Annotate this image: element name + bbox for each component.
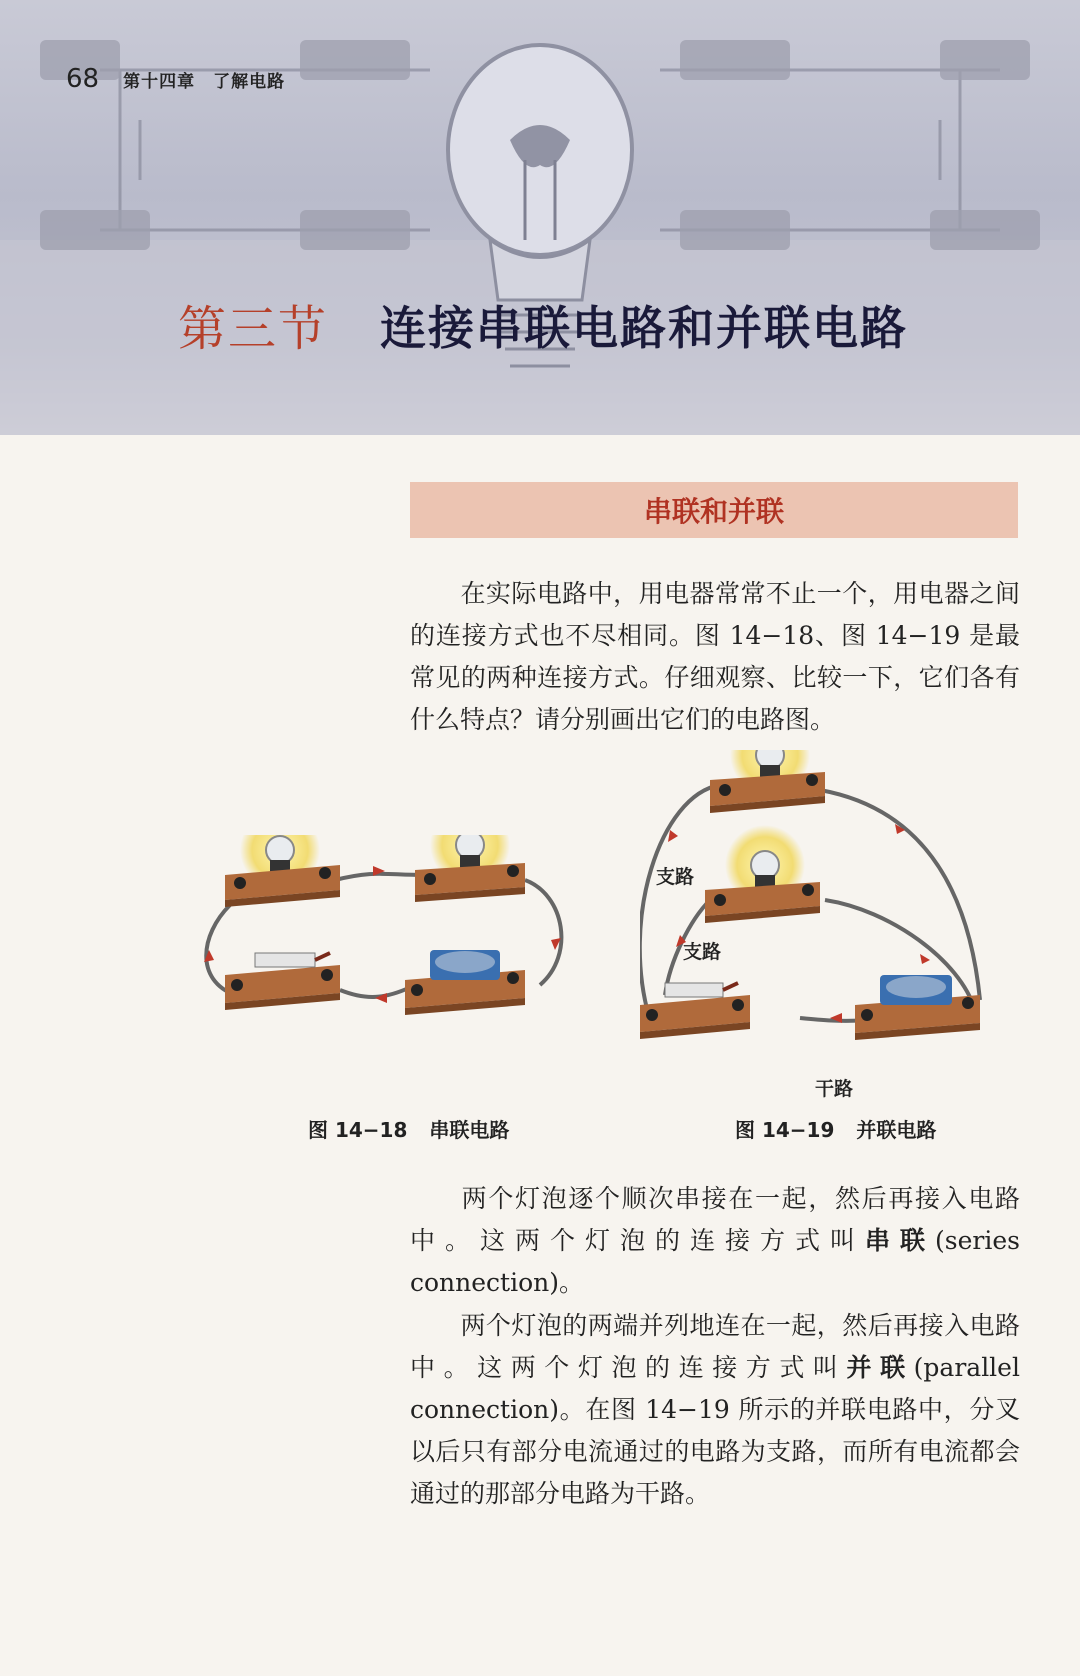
branch-label-2: 支路: [683, 941, 722, 963]
section-number: 第三节: [178, 301, 329, 357]
series-figure-number: 图 14−18: [308, 1118, 408, 1142]
parallel-text-before: 两个灯泡的两端并列地连在一起，然后再接入电路中。这两个灯泡的连接方式叫: [410, 1311, 1020, 1382]
parallel-circuit-figure: [640, 750, 1030, 1100]
chapter-title: 第十四章 了解电路: [123, 72, 286, 92]
section-title: [178, 290, 908, 359]
branch-label-1: 支路: [656, 866, 695, 888]
section-name: 连接串联电路和并联电路: [380, 300, 909, 355]
page-header: [66, 64, 285, 94]
intro-paragraph: [410, 573, 1020, 741]
parallel-term: 并联: [846, 1353, 914, 1382]
series-figure-caption: 串联电路: [429, 1118, 510, 1142]
series-text-before: 两个灯泡逐个顺次串接在一起，然后再接入电路中。这两个灯泡的连接方式叫: [410, 1184, 1020, 1255]
series-paragraph: [410, 1178, 1020, 1304]
parallel-caption: [735, 1114, 936, 1143]
series-circuit-figure: [195, 835, 595, 1085]
parallel-figure-caption: 并联电路: [856, 1118, 937, 1142]
subheading: 串联和并联: [410, 482, 1018, 538]
chapter-banner: [0, 0, 1080, 435]
series-caption: [308, 1114, 509, 1143]
parallel-paragraph: [410, 1305, 1020, 1515]
parallel-figure-number: 图 14−19: [735, 1118, 835, 1142]
parallel-text-after: (parallel connection)。在图 14−19 所示的并联电路中，分叉以后只有部分电流通过的电路为支路，而所有电流都会通过的那部分电路为干路。: [410, 1353, 1020, 1508]
intro-text: 在实际电路中，用电器常常不止一个，用电器之间的连接方式也不尽相同。图 14−18、图 14−19 是最常见的两种连接方式。仔细观察、比较一下，它们各有什么特点？请分别画出它们的电路图。: [410, 579, 1020, 734]
series-term: 串联: [865, 1226, 936, 1255]
main-label: 干路: [815, 1078, 854, 1100]
page-number: 68: [66, 64, 100, 94]
series-text-after: (series connection)。: [410, 1226, 1020, 1297]
